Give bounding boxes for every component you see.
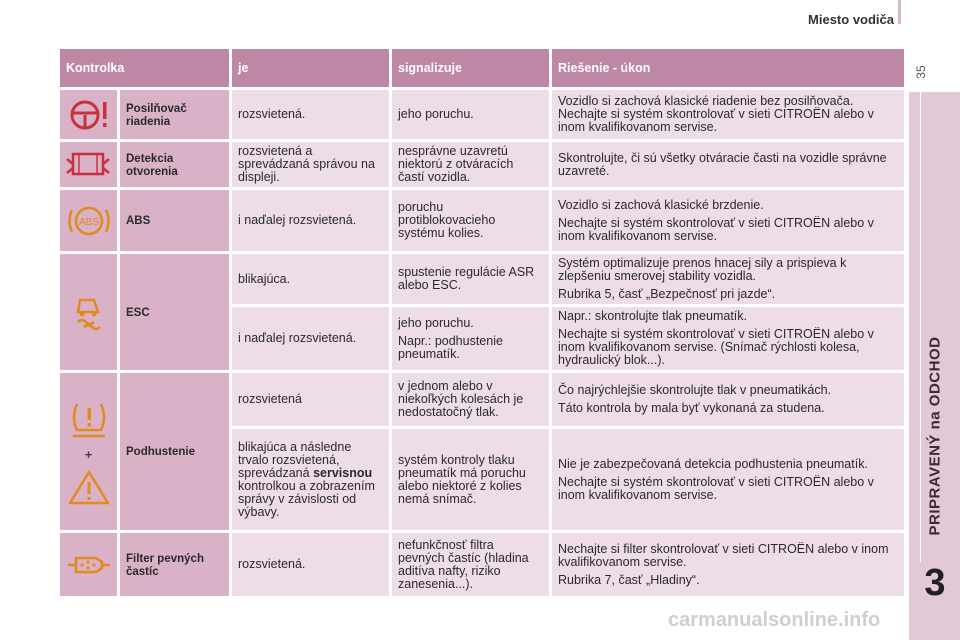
column-header-state: je	[231, 48, 391, 89]
state-bold-text: servisnou	[313, 465, 373, 480]
state-cell: rozsvietená.	[231, 89, 391, 141]
signals-paragraph: jeho poruchu.	[398, 315, 474, 330]
signals-cell: nefunkčnosť filtra pevných častíc (hladina aditíva nafty, riziko zanesenia...).	[391, 532, 551, 598]
page-header-title: Miesto vodiča	[808, 12, 894, 27]
warning-lights-table	[57, 46, 907, 599]
table-header-row	[59, 48, 906, 89]
particle-filter-icon	[59, 532, 119, 598]
table-row	[59, 89, 906, 141]
table-row	[59, 532, 906, 598]
steering-warning-icon	[59, 89, 119, 141]
indicator-name: Filter pevných častíc	[119, 532, 231, 598]
solution-cell: Skontrolujte, či sú všetky otváracie časti na vozidle správne uzavreté.	[551, 141, 906, 189]
svg-text:ABS: ABS	[78, 216, 99, 228]
state-cell: i naďalej rozsvietená.	[231, 189, 391, 253]
table-row	[59, 372, 906, 428]
service-warning-icon	[64, 467, 114, 507]
abs-icon	[59, 189, 119, 253]
solution-cell	[551, 189, 906, 253]
esc-icon	[59, 253, 119, 372]
state-cell: i naďalej rozsvietená.	[231, 306, 391, 372]
solution-cell	[551, 306, 906, 372]
column-header-solution: Riešenie - úkon	[551, 48, 906, 89]
solution-cell	[551, 253, 906, 306]
solution-paragraph: Rubrika 5, časť „Bezpečnosť pri jazde“.	[558, 287, 776, 301]
signals-cell	[391, 306, 551, 372]
solution-cell	[551, 532, 906, 598]
signals-cell: nesprávne uzavretú niektorú z otváracích častí vozidla.	[391, 141, 551, 189]
state-text: blikajúca a následne trvalo rozsvietená, sprevádzaná	[238, 439, 352, 480]
chapter-number: 3	[924, 562, 946, 604]
tyre-pressure-icon	[59, 372, 119, 532]
chapter-side-label: PRIPRAVENÝ na ODCHOD	[926, 336, 944, 536]
indicator-name: Posilňovač riadenia	[119, 89, 231, 141]
state-cell: rozsvietená	[231, 372, 391, 428]
solution-paragraph: Vozidlo si zachová klasické brzdenie.	[558, 197, 764, 212]
solution-paragraph: Nechajte si systém skontrolovať v sieti CITROËN alebo v inom kvalifikovanom servise.	[558, 474, 874, 502]
state-text: kontrolkou a zobrazením správy v závislosti od výbavy.	[238, 478, 375, 519]
side-tab-divider	[920, 92, 921, 562]
solution-paragraph: Napr.: skontrolujte tlak pneumatík.	[558, 309, 747, 323]
plus-sign: +	[84, 447, 93, 462]
solution-paragraph: Nie je zabezpečovaná detekcia podhustenia pneumatík.	[558, 456, 868, 471]
indicator-name: Detekcia otvorenia	[119, 141, 231, 189]
signals-cell: jeho poruchu.	[391, 89, 551, 141]
state-cell: rozsvietená.	[231, 532, 391, 598]
signals-cell: spustenie regulácie ASR alebo ESC.	[391, 253, 551, 306]
solution-paragraph: Nechajte si systém skontrolovať v sieti CITROËN alebo v inom kvalifikovanom servise. (Snímač rýchlosti kolesa, hydraulický blok...).	[558, 327, 874, 367]
signals-cell: systém kontroly tlaku pneumatík má poruchu alebo niektoré z kolies nemá snímač.	[391, 428, 551, 532]
solution-cell	[551, 428, 906, 532]
indicator-name: Podhustenie	[119, 372, 231, 532]
page-number: 35	[914, 65, 928, 79]
signals-paragraph: Napr.: podhustenie pneumatík.	[398, 333, 503, 361]
solution-paragraph: Systém optimalizuje prenos hnacej sily a prispieva k zlepšeniu smerovej stability vozidla.	[558, 256, 847, 283]
solution-paragraph: Nechajte si systém skontrolovať v sieti CITROËN alebo v inom kvalifikovanom servise.	[558, 215, 874, 243]
solution-cell: Vozidlo si zachová klasické riadenie bez posilňovača. Nechajte si systém skontrolovať v sieti CITROËN alebo v inom kvalifikovanom servise.	[551, 89, 906, 141]
table-row	[59, 189, 906, 253]
solution-cell	[551, 372, 906, 428]
header-rule	[898, 0, 901, 24]
table-row	[59, 253, 906, 306]
solution-paragraph: Táto kontrola by mala byť vykonaná za studena.	[558, 401, 825, 415]
indicator-name: ESC	[119, 253, 231, 372]
table-row	[59, 141, 906, 189]
solution-paragraph: Rubrika 7, časť „Hladiny“.	[558, 572, 700, 587]
signals-cell: poruchu protiblokovacieho systému kolies.	[391, 189, 551, 253]
state-cell	[231, 428, 391, 532]
column-header-indicator: Kontrolka	[59, 48, 231, 89]
door-open-icon	[59, 141, 119, 189]
state-cell: rozsvietená a sprevádzaná správou na displeji.	[231, 141, 391, 189]
state-cell: blikajúca.	[231, 253, 391, 306]
column-header-signals: signalizuje	[391, 48, 551, 89]
solution-paragraph: Čo najrýchlejšie skontrolujte tlak v pneumatikách.	[558, 383, 832, 397]
watermark: carmanualsonline.info	[668, 609, 881, 631]
signals-cell: v jednom alebo v niekoľkých kolesách je nedostatočný tlak.	[391, 372, 551, 428]
indicator-name: ABS	[119, 189, 231, 253]
solution-paragraph: Nechajte si filter skontrolovať v sieti CITROËN alebo v inom kvalifikovanom servise.	[558, 541, 889, 569]
